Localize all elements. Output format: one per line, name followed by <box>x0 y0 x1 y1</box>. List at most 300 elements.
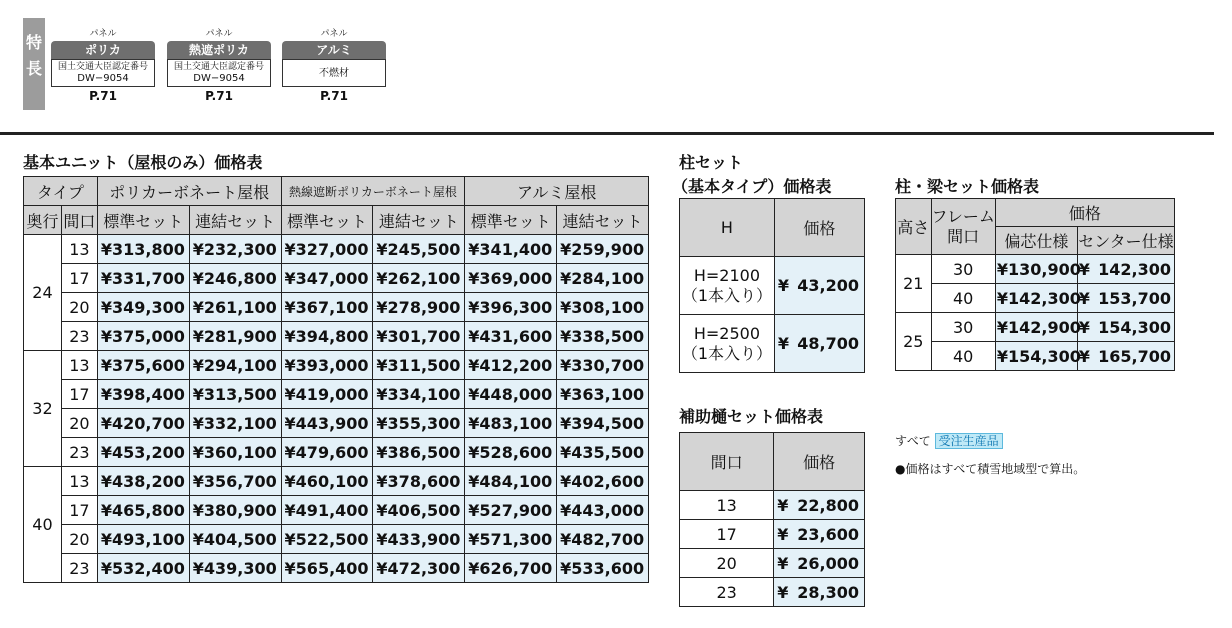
yen-symbol: ¥ <box>100 529 113 549</box>
feature-panel-polycarbonate <box>51 28 155 103</box>
yen-symbol: ¥ <box>560 471 572 491</box>
yen-symbol: ¥ <box>468 326 480 346</box>
price-cell <box>465 293 557 322</box>
price-value: 439,300 <box>203 558 277 578</box>
width-cell: 17 <box>61 264 97 293</box>
feature-panel-heat-polycarbonate <box>167 28 271 103</box>
price-value: 527,900 <box>479 500 553 520</box>
header-standard-set: 標準セット <box>465 206 557 235</box>
price-cell <box>373 554 465 583</box>
yen-symbol: ¥ <box>468 239 480 259</box>
price-cell <box>189 409 281 438</box>
feature-spec-line-1: 国土交通大臣認定番号 <box>57 62 148 72</box>
feature-spec-line-1: 国土交通大臣認定番号 <box>173 62 264 72</box>
price-value: 349,300 <box>112 297 185 317</box>
yen-symbol: ¥ <box>560 297 572 317</box>
main-table-body <box>24 235 649 583</box>
beam-table-title: 柱・梁セット価格表 <box>895 177 1040 196</box>
price-value: 472,300 <box>387 558 461 578</box>
table-row <box>896 342 1175 371</box>
width-cell: 13 <box>61 351 97 380</box>
width-cell: 13 <box>61 235 97 264</box>
header-depth: 奥行 <box>24 206 62 235</box>
yen-symbol: ¥ <box>376 239 388 259</box>
price-value: 284,100 <box>571 268 645 288</box>
price-value: 232,300 <box>203 239 277 259</box>
price-value: 278,900 <box>387 297 461 317</box>
price-cell <box>373 525 465 554</box>
beam-offset-price-cell <box>995 255 1081 284</box>
beam-frame-width-cell: 40 <box>931 342 995 371</box>
depth-cell: 32 <box>24 351 62 467</box>
price-value: 363,100 <box>571 384 645 404</box>
beam-price-table <box>895 198 1175 371</box>
price-value: 22,800 <box>797 495 859 515</box>
beam-header-frame-line-2: 間口 <box>947 226 980 246</box>
price-value: 465,800 <box>112 500 185 520</box>
price-cell <box>189 264 281 293</box>
price-cell <box>97 554 189 583</box>
price-value: 484,100 <box>479 471 553 491</box>
price-cell <box>97 322 189 351</box>
pillar-table-title-1: 柱セット <box>679 153 744 172</box>
price-value: 378,600 <box>387 471 461 491</box>
price-cell <box>373 438 465 467</box>
price-cell <box>189 554 281 583</box>
price-value: 294,100 <box>203 355 277 375</box>
table-row <box>680 491 865 520</box>
price-cell <box>557 496 649 525</box>
yen-symbol: ¥ <box>376 268 388 288</box>
price-value: 565,400 <box>295 558 369 578</box>
price-cell <box>557 235 649 264</box>
yen-symbol: ¥ <box>468 384 480 404</box>
yen-symbol: ¥ <box>376 529 388 549</box>
price-cell <box>97 467 189 496</box>
yen-symbol: ¥ <box>192 239 204 259</box>
price-value: 154,300 <box>1008 346 1081 366</box>
price-cell <box>281 525 373 554</box>
beam-frame-width-cell: 40 <box>931 284 995 313</box>
table-row <box>24 409 649 438</box>
yen-symbol: ¥ <box>192 297 204 317</box>
price-value: 533,600 <box>571 558 645 578</box>
price-value: 311,500 <box>387 355 461 375</box>
price-cell <box>97 380 189 409</box>
price-cell <box>281 496 373 525</box>
price-value: 375,000 <box>112 326 185 346</box>
price-value: 443,000 <box>571 500 645 520</box>
price-value: 48,700 <box>797 334 859 353</box>
header-width: 間口 <box>61 206 97 235</box>
yen-symbol: ¥ <box>468 413 480 433</box>
price-value: 245,500 <box>387 239 461 259</box>
price-value: 367,100 <box>295 297 369 317</box>
price-value: 420,700 <box>112 413 185 433</box>
price-value: 406,500 <box>387 500 461 520</box>
yen-symbol: ¥ <box>100 297 113 317</box>
price-value: 412,200 <box>479 355 553 375</box>
price-value: 43,200 <box>797 276 859 295</box>
yen-symbol: ¥ <box>376 413 388 433</box>
price-cell <box>557 380 649 409</box>
beam-frame-width-cell: 30 <box>931 313 995 342</box>
yen-symbol: ¥ <box>376 558 388 578</box>
price-value: 380,900 <box>203 500 277 520</box>
yen-symbol: ¥ <box>560 384 572 404</box>
feature-spec-line-2: DW−9054 <box>193 73 245 84</box>
beam-header-center: センター仕様 <box>1077 227 1174 255</box>
price-value: 532,400 <box>112 558 185 578</box>
gutter-price-cell <box>774 491 865 520</box>
table-row <box>896 284 1175 313</box>
yen-symbol: ¥ <box>560 413 572 433</box>
yen-symbol: ¥ <box>996 288 1009 308</box>
beam-frame-width-cell: 30 <box>931 255 995 284</box>
table-row <box>896 313 1175 342</box>
yen-symbol: ¥ <box>996 259 1009 279</box>
price-cell <box>281 293 373 322</box>
price-cell <box>557 467 649 496</box>
price-cell <box>465 496 557 525</box>
price-cell <box>97 496 189 525</box>
yen-symbol: ¥ <box>777 334 789 353</box>
price-value: 261,100 <box>203 297 277 317</box>
price-value: 334,100 <box>387 384 461 404</box>
price-cell <box>97 525 189 554</box>
price-value: 571,300 <box>479 529 553 549</box>
yen-symbol: ¥ <box>468 558 480 578</box>
price-value: 347,000 <box>295 268 369 288</box>
feature-panel-spec <box>167 59 271 87</box>
pillar-header-price: 価格 <box>774 199 864 257</box>
feature-panel-small-label: パネル <box>205 29 233 39</box>
table-row <box>24 264 649 293</box>
feature-spec-line-1: 不燃材 <box>319 67 349 79</box>
price-cell <box>97 409 189 438</box>
yen-symbol: ¥ <box>777 582 789 602</box>
price-value: 386,500 <box>387 442 461 462</box>
features-side-char-1: 特 <box>25 33 42 52</box>
price-cell <box>281 438 373 467</box>
yen-symbol: ¥ <box>192 529 204 549</box>
yen-symbol: ¥ <box>192 326 204 346</box>
price-value: 338,500 <box>571 326 645 346</box>
yen-symbol: ¥ <box>192 384 204 404</box>
price-value: 142,300 <box>1008 288 1081 308</box>
width-cell: 20 <box>61 293 97 322</box>
price-cell <box>557 322 649 351</box>
yen-symbol: ¥ <box>560 268 572 288</box>
price-cell <box>557 525 649 554</box>
price-value: 281,900 <box>203 326 277 346</box>
price-cell <box>281 409 373 438</box>
yen-symbol: ¥ <box>777 276 789 295</box>
header-group-aluminum: アルミ屋根 <box>465 177 649 206</box>
price-value: 460,100 <box>295 471 369 491</box>
price-cell <box>373 235 465 264</box>
price-cell <box>465 235 557 264</box>
yen-symbol: ¥ <box>192 268 204 288</box>
price-cell <box>557 438 649 467</box>
price-cell <box>281 235 373 264</box>
price-value: 482,700 <box>571 529 645 549</box>
price-value: 246,800 <box>203 268 277 288</box>
yen-symbol: ¥ <box>376 355 388 375</box>
yen-symbol: ¥ <box>376 326 388 346</box>
width-cell: 23 <box>61 554 97 583</box>
yen-symbol: ¥ <box>192 442 204 462</box>
table-row <box>24 293 649 322</box>
price-value: 153,700 <box>1098 288 1171 308</box>
price-value: 142,300 <box>1098 259 1171 279</box>
price-value: 308,100 <box>571 297 645 317</box>
beam-center-price-cell <box>1077 284 1174 313</box>
price-cell <box>97 293 189 322</box>
price-basis-note: ●価格はすべて積雪地域型で算出。 <box>895 462 1086 476</box>
yen-symbol: ¥ <box>284 239 296 259</box>
price-value: 396,300 <box>479 297 553 317</box>
main-price-table <box>23 176 649 583</box>
price-cell <box>465 467 557 496</box>
price-cell <box>373 264 465 293</box>
price-value: 330,700 <box>571 355 645 375</box>
price-value: 369,000 <box>479 268 553 288</box>
table-row <box>24 351 649 380</box>
header-group-heat-polycarbonate: 熱線遮断ポリカーボネート屋根 <box>281 177 465 206</box>
price-cell <box>281 264 373 293</box>
feature-panel-name: 熱遮ポリカ <box>167 41 271 59</box>
price-cell <box>189 235 281 264</box>
width-cell: 23 <box>61 322 97 351</box>
price-cell <box>281 467 373 496</box>
yen-symbol: ¥ <box>468 268 480 288</box>
beam-header-offset: 偏芯仕様 <box>995 227 1077 255</box>
price-cell <box>189 293 281 322</box>
beam-offset-price-cell <box>995 284 1081 313</box>
table-row <box>896 255 1175 284</box>
price-cell <box>281 554 373 583</box>
table-row <box>24 438 649 467</box>
beam-center-price-cell <box>1077 342 1174 371</box>
yen-symbol: ¥ <box>284 558 296 578</box>
price-cell <box>557 264 649 293</box>
yen-symbol: ¥ <box>468 297 480 317</box>
gutter-header-width: 間口 <box>680 433 774 491</box>
yen-symbol: ¥ <box>376 384 388 404</box>
price-value: 435,500 <box>571 442 645 462</box>
price-value: 404,500 <box>203 529 277 549</box>
yen-symbol: ¥ <box>777 553 789 573</box>
header-group-polycarbonate: ポリカーボネート屋根 <box>97 177 281 206</box>
pillar-h-note: （1本入り） <box>681 343 773 363</box>
price-value: 313,800 <box>112 239 185 259</box>
price-value: 375,600 <box>112 355 185 375</box>
gutter-table-title: 補助樋セット価格表 <box>679 407 824 426</box>
price-cell <box>373 293 465 322</box>
width-cell: 23 <box>61 438 97 467</box>
beam-table-body <box>896 255 1175 371</box>
width-cell: 13 <box>61 467 97 496</box>
table-row <box>24 554 649 583</box>
feature-panel-aluminum <box>282 28 386 103</box>
gutter-price-cell <box>774 549 865 578</box>
price-cell <box>557 409 649 438</box>
price-cell <box>189 496 281 525</box>
feature-page-ref: P.71 <box>89 89 117 103</box>
feature-panel-small-label: パネル <box>89 29 117 39</box>
price-cell <box>97 235 189 264</box>
yen-symbol: ¥ <box>284 529 296 549</box>
yen-symbol: ¥ <box>560 529 572 549</box>
price-cell <box>97 351 189 380</box>
price-cell <box>465 438 557 467</box>
yen-symbol: ¥ <box>284 413 296 433</box>
order-note-prefix: すべて <box>895 434 931 448</box>
section-divider <box>0 132 1214 135</box>
price-value: 327,000 <box>295 239 369 259</box>
yen-symbol: ¥ <box>560 239 572 259</box>
price-value: 301,700 <box>387 326 461 346</box>
yen-symbol: ¥ <box>192 413 204 433</box>
yen-symbol: ¥ <box>192 558 204 578</box>
width-cell: 17 <box>61 380 97 409</box>
pillar-h-note: （1本入り） <box>681 285 773 305</box>
gutter-price-cell <box>774 520 865 549</box>
price-cell <box>373 409 465 438</box>
beam-height-cell: 21 <box>896 255 932 313</box>
price-value: 443,900 <box>295 413 369 433</box>
table-row <box>24 467 649 496</box>
header-standard-set: 標準セット <box>281 206 373 235</box>
width-cell: 20 <box>61 525 97 554</box>
yen-symbol: ¥ <box>100 442 113 462</box>
beam-offset-price-cell <box>995 313 1081 342</box>
price-cell <box>189 467 281 496</box>
yen-symbol: ¥ <box>284 355 296 375</box>
price-value: 154,300 <box>1098 317 1171 337</box>
price-value: 493,100 <box>112 529 185 549</box>
yen-symbol: ¥ <box>468 355 480 375</box>
gutter-width-cell: 20 <box>680 549 774 578</box>
pillar-row-h <box>680 315 775 373</box>
header-linked-set: 連結セット <box>189 206 281 235</box>
table-row <box>24 235 649 264</box>
price-value: 483,100 <box>479 413 553 433</box>
gutter-header-price: 価格 <box>774 433 865 491</box>
price-cell <box>373 380 465 409</box>
price-value: 355,300 <box>387 413 461 433</box>
gutter-table-body <box>680 491 865 607</box>
yen-symbol: ¥ <box>468 529 480 549</box>
yen-symbol: ¥ <box>100 500 113 520</box>
yen-symbol: ¥ <box>996 346 1009 366</box>
price-value: 23,600 <box>797 524 859 544</box>
price-value: 28,300 <box>797 582 859 602</box>
width-cell: 20 <box>61 409 97 438</box>
feature-panel-spec <box>282 59 386 87</box>
yen-symbol: ¥ <box>100 558 113 578</box>
price-cell <box>465 322 557 351</box>
price-value: 331,700 <box>112 268 185 288</box>
price-value: 26,000 <box>797 553 859 573</box>
yen-symbol: ¥ <box>468 442 480 462</box>
yen-symbol: ¥ <box>560 355 572 375</box>
price-value: 394,500 <box>571 413 645 433</box>
pillar-price-table <box>679 198 865 373</box>
feature-panel-name: ポリカ <box>51 41 155 59</box>
yen-symbol: ¥ <box>192 500 204 520</box>
table-row <box>680 549 865 578</box>
yen-symbol: ¥ <box>100 384 113 404</box>
yen-symbol: ¥ <box>1078 288 1090 308</box>
beam-header-frame-line-1: フレーム <box>931 206 995 226</box>
yen-symbol: ¥ <box>777 524 789 544</box>
price-value: 313,500 <box>203 384 277 404</box>
yen-symbol: ¥ <box>100 239 113 259</box>
table-row <box>680 520 865 549</box>
beam-header-price: 価格 <box>995 199 1174 227</box>
price-cell <box>557 293 649 322</box>
price-value: 419,000 <box>295 384 369 404</box>
yen-symbol: ¥ <box>777 495 789 515</box>
yen-symbol: ¥ <box>100 413 113 433</box>
yen-symbol: ¥ <box>560 500 572 520</box>
price-cell <box>373 351 465 380</box>
yen-symbol: ¥ <box>192 471 204 491</box>
yen-symbol: ¥ <box>468 500 480 520</box>
price-cell <box>557 554 649 583</box>
pillar-row-price <box>774 315 864 373</box>
price-value: 394,800 <box>295 326 369 346</box>
table-row <box>24 322 649 351</box>
yen-symbol: ¥ <box>376 471 388 491</box>
yen-symbol: ¥ <box>1078 317 1090 337</box>
price-cell <box>557 351 649 380</box>
pillar-row-h <box>680 257 775 315</box>
depth-cell: 24 <box>24 235 62 351</box>
yen-symbol: ¥ <box>560 442 572 462</box>
price-value: 393,000 <box>295 355 369 375</box>
price-cell <box>465 380 557 409</box>
beam-center-price-cell <box>1077 255 1174 284</box>
price-value: 438,200 <box>112 471 185 491</box>
feature-spec-line-2: DW−9054 <box>77 73 129 84</box>
yen-symbol: ¥ <box>560 326 572 346</box>
price-value: 262,100 <box>387 268 461 288</box>
yen-symbol: ¥ <box>284 384 296 404</box>
yen-symbol: ¥ <box>376 500 388 520</box>
price-cell <box>281 322 373 351</box>
price-value: 626,700 <box>479 558 553 578</box>
yen-symbol: ¥ <box>284 297 296 317</box>
yen-symbol: ¥ <box>100 268 113 288</box>
pillar-h-value: H=2500 <box>693 323 760 343</box>
header-standard-set: 標準セット <box>97 206 189 235</box>
price-cell <box>465 351 557 380</box>
price-value: 528,600 <box>479 442 553 462</box>
feature-panel-spec <box>51 59 155 87</box>
price-value: 341,400 <box>479 239 553 259</box>
price-cell <box>465 554 557 583</box>
price-value: 142,900 <box>1008 317 1081 337</box>
gutter-width-cell: 17 <box>680 520 774 549</box>
header-linked-set: 連結セット <box>373 206 465 235</box>
yen-symbol: ¥ <box>284 500 296 520</box>
price-cell <box>465 409 557 438</box>
beam-height-cell: 25 <box>896 313 932 371</box>
beam-header-frame <box>931 199 995 255</box>
